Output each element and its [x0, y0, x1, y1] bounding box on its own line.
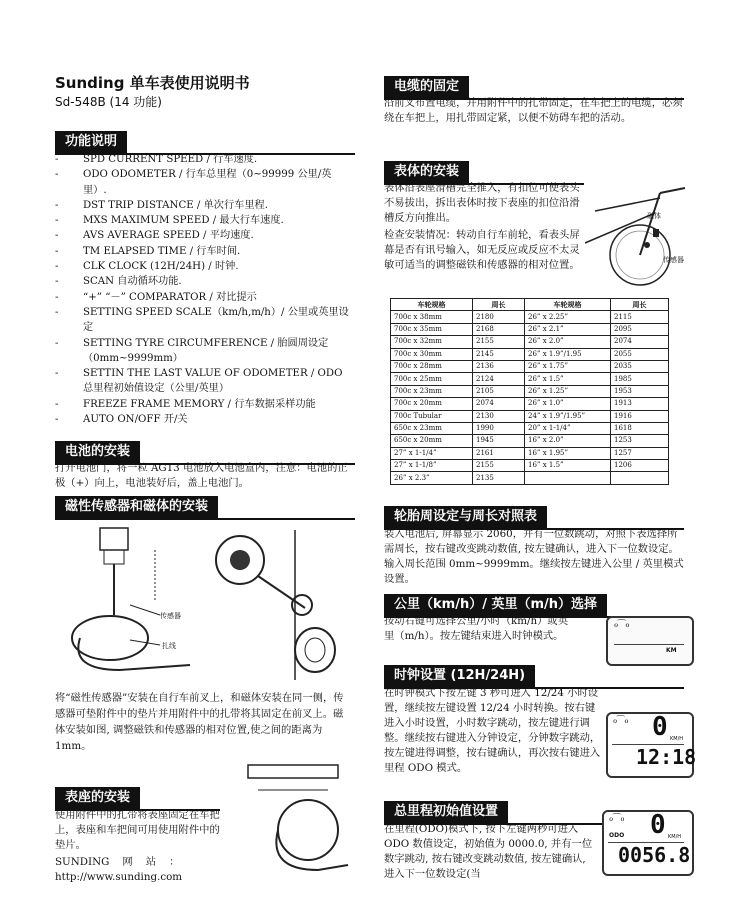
feature-item — [55, 259, 355, 274]
mount-heading: 表座的安装 — [55, 787, 140, 809]
table-cell: 1953 — [611, 385, 669, 397]
table-cell: 700c x 35mm — [391, 323, 473, 335]
table-cell: 16” x 1.5” — [525, 460, 611, 472]
table-header-cell: 周长 — [611, 299, 669, 311]
mount-text: 使用附件中的扎带将表座固定在车把上，表座和车把间可用使用附件中的垫片。 — [55, 809, 220, 851]
feature-text: FREEZE FRAME MEMORY / 行车数据采样功能 — [83, 398, 316, 410]
table-cell: 700c x 25mm — [391, 373, 473, 385]
table-cell: 650c x 23mm — [391, 422, 473, 434]
table-cell: 2136 — [473, 360, 525, 372]
table-cell: 26” x 2.1” — [525, 323, 611, 335]
table-cell: 2115 — [611, 311, 669, 323]
website-url[interactable]: http://www.sunding.com — [55, 871, 183, 883]
lcd-odo-label: ODO — [609, 832, 625, 839]
bullet: - — [55, 215, 59, 227]
sensor-label: 传感器 — [160, 612, 181, 620]
feature-text: SETTING SPEED SCALE（km/h,m/h）/ 公里或英里设定 — [83, 306, 349, 334]
bullet: - — [55, 276, 59, 288]
table-row — [391, 323, 669, 335]
feature-text: MXS MAXIMUM SPEED / 最大行车速度. — [83, 215, 284, 227]
table-cell: 27” x 1-1/4” — [391, 447, 473, 459]
table-cell: 2145 — [473, 348, 525, 360]
feature-text: ODO ODOMETER / 行车总里程（0~99999 公里/英里）. — [83, 169, 332, 196]
table-cell: 27” x 1-1/8” — [391, 460, 473, 472]
lcd-time-value: 12:18 — [636, 745, 697, 769]
table-header-cell: 周长 — [473, 299, 525, 311]
table-row — [391, 311, 669, 323]
bullet: - — [55, 169, 59, 181]
table-cell: 700c x 23mm — [391, 385, 473, 397]
table-cell: 2135 — [473, 472, 525, 484]
battery-heading: 电池的安装 — [55, 441, 140, 463]
table-cell — [525, 472, 611, 484]
table-cell: 20” x 1-1/4” — [525, 422, 611, 434]
body-install-heading: 表体的安装 — [384, 161, 469, 183]
table-row — [391, 360, 669, 372]
body-install-text-2: 检查安装情况：转动自行车前轮，看表头屏幕是否有讯号输入，如无反应或反应不太灵敏可适当的调整磁铁和传感器的相对位置。 — [384, 229, 580, 271]
feature-item — [55, 213, 355, 228]
feature-text: SCAN 自动循环功能. — [83, 276, 182, 288]
table-cell: 2035 — [611, 360, 669, 372]
lcd-odo-value: 0056.8 — [618, 843, 691, 867]
bike-icon: ℴ⁀ℴ — [613, 716, 629, 726]
table-header-cell: 车轮规格 — [391, 299, 473, 311]
table-cell: 26” x 1.9”/1.95 — [525, 348, 611, 360]
table-cell: 26” x 2.25” — [525, 311, 611, 323]
table-row — [391, 422, 669, 434]
bullet: - — [55, 414, 59, 426]
tyre-text: 装入电池后, 屏幕显示 2060，并有一位数跳动，对照下表选择所需周长，按右键改变跳动数值, 按左键确认，进入下一位数设定。输入周长范围 0mm~9999mm。继续按左键进入公里 / 英里模式设置。 — [384, 528, 684, 585]
table-cell: 26” x 1.75” — [525, 360, 611, 372]
table-cell: 26” x 2.3” — [391, 472, 473, 484]
wheel-size-table — [390, 298, 669, 485]
feature-item — [55, 336, 355, 367]
table-cell: 2155 — [473, 336, 525, 348]
sensor-fig-label: 传感器 — [663, 256, 684, 264]
feature-item — [55, 152, 355, 167]
lcd-clock-display — [606, 712, 697, 778]
feature-item — [55, 167, 355, 198]
table-cell: 2168 — [473, 323, 525, 335]
table-cell: 2180 — [473, 311, 525, 323]
strap-label: 扎线 — [162, 642, 176, 650]
sensor-section-header — [55, 495, 355, 520]
feature-item — [55, 228, 355, 243]
table-row — [391, 385, 669, 397]
bike-icon: ℴ⁀ℴ — [609, 814, 625, 824]
table-cell: 2095 — [611, 323, 669, 335]
table-cell: 1206 — [611, 460, 669, 472]
table-cell — [611, 472, 669, 484]
table-cell: 1985 — [611, 373, 669, 385]
feature-item — [55, 198, 355, 213]
table-cell: 2105 — [473, 385, 525, 397]
bullet: - — [55, 261, 59, 273]
bike-icon: ℴ⁀ℴ — [614, 620, 630, 630]
bullet: - — [55, 199, 59, 211]
table-cell: 2161 — [473, 447, 525, 459]
table-cell: 2124 — [473, 373, 525, 385]
feature-text: “+” “－” COMPARATOR / 对比提示 — [83, 291, 257, 303]
odo-text: 在里程(ODO)模式下, 按下左键两秒可进入 ODO 数值设定，初始值为 0000.0, 并有一位数字跳动, 按右键改变跳动数值, 按左键确认, 进入下一位数设定(当 — [384, 823, 593, 880]
bullet: - — [55, 230, 59, 242]
feature-text: TM ELAPSED TIME / 行车时间. — [83, 245, 241, 257]
sensor-text: 将“磁性传感器”安装在自行车前叉上，和磁体安装在同一侧，传感器可垫附件中的垫片并用附件中的扎带将其固定在前叉上。磁体安装如图, 调整磁铁和传感器的相对位置,使之间的距离为 1mm。 — [55, 692, 344, 752]
table-cell: 26” x 1.0” — [525, 398, 611, 410]
table-row — [391, 435, 669, 447]
table-cell: 2130 — [473, 410, 525, 422]
feature-item — [55, 397, 355, 412]
bullet: - — [55, 368, 59, 380]
feature-text: AUTO ON/OFF 开/关 — [83, 414, 188, 426]
table-row — [391, 460, 669, 472]
battery-text: 打开电池门，将一粒 AG13 电池放入电池盒内，注意：电池的正极（+）向上，电池装好后，盖上电池门。 — [55, 462, 348, 489]
table-body — [391, 311, 669, 484]
lcd-unit-label: KM — [666, 647, 677, 654]
feature-text: SETTIN THE LAST VALUE OF ODOMETER / ODO 总里程初始值设定（公里/英里） — [83, 368, 343, 395]
table-cell: 16” x 2.0” — [525, 435, 611, 447]
unit-heading: 公里（km/h）/ 英里（m/h）选择 — [384, 594, 607, 616]
bullet: - — [55, 245, 59, 257]
lcd-speed-value: 0 — [652, 712, 668, 742]
table-header-cell: 车轮规格 — [525, 299, 611, 311]
clock-text: 在时钟模式下按左键 3 秒可进入 12/24 小时设置，继续按左键设置 12/24 小时转换。按右键进入小时设置，小时数字跳动，按左键进行调整。继续按右键进入分钟设定，分钟数字跳动，按左键进得调整，按右键确认，再次按右键进入里程 ODO 模式。 — [384, 687, 601, 774]
table-row — [391, 410, 669, 422]
document-title: Sunding 单车表使用说明书 — [55, 74, 250, 92]
bullet: - — [55, 306, 59, 318]
magnet-label: 磁体 — [647, 212, 661, 220]
table-cell: 24” x 1.9”/1.95” — [525, 410, 611, 422]
table-cell: 1618 — [611, 422, 669, 434]
feature-text: DST TRIP DISTANCE / 单次行车里程. — [83, 199, 268, 211]
table-cell: 26” x 1.25” — [525, 385, 611, 397]
table-cell: 1916 — [611, 410, 669, 422]
table-cell: 2155 — [473, 460, 525, 472]
table-row — [391, 336, 669, 348]
table-cell: 16” x 1.95” — [525, 447, 611, 459]
table-cell: 1913 — [611, 398, 669, 410]
feature-item — [55, 290, 355, 305]
table-row — [391, 373, 669, 385]
table-cell: 2074 — [473, 398, 525, 410]
cable-heading: 电缆的固定 — [384, 76, 469, 98]
table-cell: 700c x 20mm — [391, 398, 473, 410]
feature-text: SPD CURRENT SPEED / 行车速度. — [83, 154, 258, 165]
bike-illustration — [585, 183, 690, 288]
model-subtitle: Sd-548B (14 功能) — [55, 95, 162, 109]
lcd-speed-value: 0 — [650, 810, 666, 840]
wheel-size-table-container — [390, 298, 669, 485]
table-cell: 2074 — [611, 336, 669, 348]
feature-item — [55, 244, 355, 259]
table-cell: 700c Tubular — [391, 410, 473, 422]
feature-text: AVS AVERAGE SPEED / 平均速度. — [83, 230, 254, 242]
feature-item — [55, 305, 355, 336]
features-heading: 功能说明 — [55, 131, 127, 153]
table-cell: 26” x 2.0” — [525, 336, 611, 348]
bullet: - — [55, 291, 59, 303]
divider — [614, 644, 684, 645]
mount-illustration — [238, 760, 358, 880]
tyre-heading: 轮胎周设定与周长对照表 — [384, 506, 547, 528]
table-cell: 2055 — [611, 348, 669, 360]
feature-item — [55, 412, 355, 427]
table-cell: 700c x 30mm — [391, 348, 473, 360]
table-cell: 700c x 32mm — [391, 336, 473, 348]
feature-item — [55, 366, 355, 397]
table-cell: 650c x 20mm — [391, 435, 473, 447]
feature-list — [55, 152, 355, 427]
lcd-odo-display — [602, 810, 694, 876]
bullet: - — [55, 398, 59, 410]
table-row — [391, 398, 669, 410]
table-cell: 1945 — [473, 435, 525, 447]
sensor-heading: 磁性传感器和磁体的安装 — [55, 496, 218, 518]
table-cell: 26” x 1.5” — [525, 373, 611, 385]
feature-text: SETTING TYRE CIRCUMFERENCE / 胎圆周设定（0mm~9999mm） — [83, 337, 329, 364]
lcd-speed-unit: KM/H — [668, 834, 682, 840]
unit-text: 按动右键可选择公里/小时（km/h）或英里（m/h）。按左键结束进入时钟模式。 — [384, 615, 569, 642]
website-label: SUNDING 网 站 ： — [55, 856, 180, 868]
bullet: - — [55, 337, 59, 349]
cable-text: 沿前叉布置电缆，并用附件中的扎带固定，在车把上的电缆，必须绕在车把上，用扎带固定紧，以便不妨碍车把的活动。 — [384, 97, 683, 124]
lcd-unit-display — [606, 616, 694, 666]
table-cell: 1253 — [611, 435, 669, 447]
table-row — [391, 447, 669, 459]
table-cell: 700c x 38mm — [391, 311, 473, 323]
table-row — [391, 472, 669, 484]
body-install-text-1: 表体沿表座滑槽完全推入，有扣位可使表头不易拔出，拆出表体时按下表座的扣位沿滑槽反方向推出。 — [384, 182, 580, 224]
clock-heading: 时钟设置 (12H/24H) — [384, 665, 535, 687]
feature-text: CLK CLOCK (12H/24H) / 时钟. — [83, 261, 239, 273]
sensor-illustration — [60, 520, 360, 685]
lcd-speed-unit: KM/H — [670, 736, 684, 742]
bullet: - — [55, 154, 59, 165]
feature-item — [55, 274, 355, 289]
table-row — [391, 348, 669, 360]
table-header-row — [391, 299, 669, 311]
table-cell: 1990 — [473, 422, 525, 434]
table-cell: 1257 — [611, 447, 669, 459]
odo-heading: 总里程初始值设置 — [384, 801, 508, 823]
table-cell: 700c x 28mm — [391, 360, 473, 372]
